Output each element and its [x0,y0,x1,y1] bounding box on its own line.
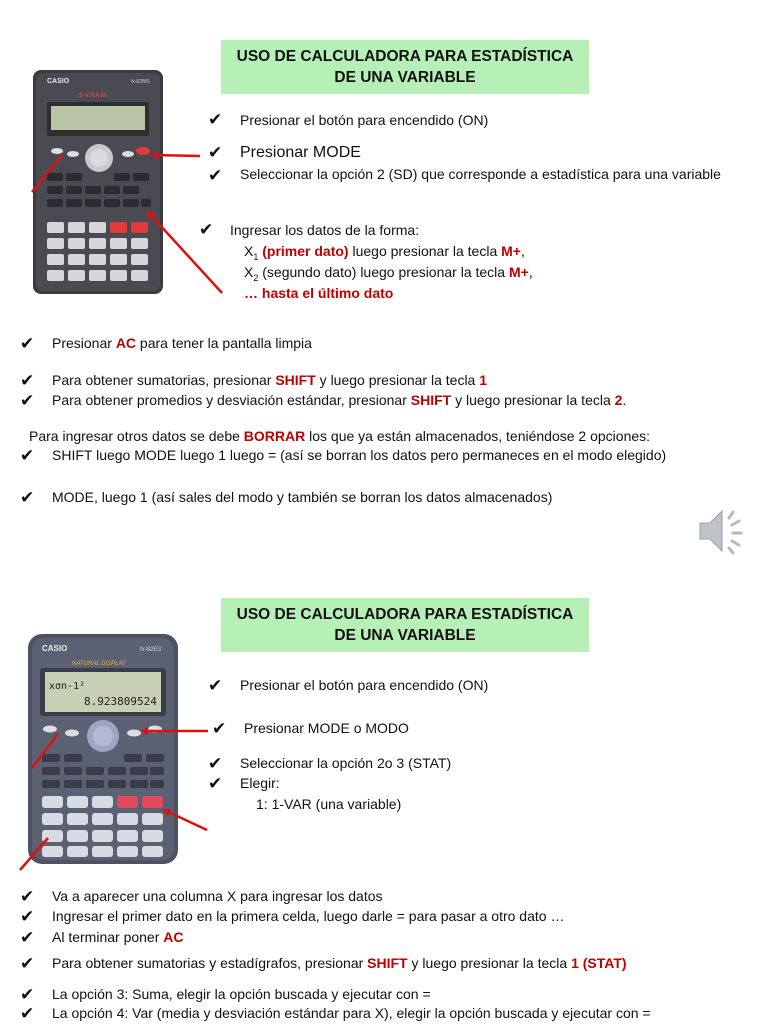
x2-sub: 2 [253,272,259,283]
prom-mid: y luego presionar la tecla [451,392,615,408]
check-icon: ✔ [212,719,227,738]
sum-mid: y luego presionar la tecla [315,372,480,388]
check-icon: ✔ [20,907,35,926]
calc2-natural: NATURAL DISPLAY [72,661,127,667]
check-icon: ✔ [20,488,35,507]
check-icon: ✔ [20,371,35,390]
check-icon: ✔ [20,887,35,906]
x2-rest: (segundo dato) luego presionar la tecla [258,264,509,280]
slide1-title-line2: DE UNA VARIABLE [334,69,476,86]
s2-sum-num: 1 (STAT) [571,955,627,971]
sum-pre: Para obtener sumatorias, presionar [52,372,276,388]
check-icon: ✔ [20,391,35,410]
check-icon: ✔ [20,334,35,353]
x1-var: X [244,243,254,259]
check-icon: ✔ [20,1004,35,1023]
s1-opt2: MODE, luego 1 (así sales del modo y también se borran los datos almacenados) [52,489,553,505]
calc1-model: fx-82MS [131,79,150,85]
prom-num: 2 [614,392,623,408]
ac-post: para tener la pantalla limpia [136,335,312,351]
slide2-title-line2: DE UNA VARIABLE [334,627,476,644]
check-icon: ✔ [208,143,223,162]
slide2-title-line1: USO DE CALCULADORA PARA ESTADÍSTICA [236,606,574,623]
calc2-brand: CASIO [42,644,68,653]
s2-first: Ingresar el primer dato en la primera celda, luego darle = para pasar a otro dato … [52,908,565,924]
s1-opt1: SHIFT luego MODE luego 1 luego = (así se borran los datos pero permaneces en el modo elegido) [52,447,667,463]
borrar-key: BORRAR [243,428,306,444]
end-pre: Al terminar poner [52,929,164,945]
arrow-key-2 [164,810,207,830]
ac-pre: Presionar [52,335,116,351]
calc2-expr: xσn-1² [49,681,86,692]
arrow-on-1 [32,155,62,192]
calc2-model: fx-82ES [140,647,162,653]
s2-sum-mid: y luego presionar la tecla [407,955,572,971]
check-icon: ✔ [20,446,35,465]
check-icon: ✔ [208,676,223,695]
s2-step-mode: Presionar MODE o MODO [244,720,409,736]
arrow-on-2 [32,734,58,768]
s2-step-on: Presionar el botón para encendido (ON) [240,677,489,693]
x2-key: M+ [508,264,529,280]
check-icon: ✔ [208,166,223,185]
arrow-mode-1 [152,155,200,156]
s2-col: Va a aparecer una columna X para ingresar los datos [52,888,383,904]
x1-end: , [520,243,525,259]
s2-sum-pre: Para obtener sumatorias y estadígrafos, presionar [52,955,368,971]
borrar-pre: Para ingresar otros datos se debe [29,428,244,444]
x1-sub: 1 [253,251,259,262]
s1-last: … hasta el último dato [244,285,394,301]
slide1-title-line1: USO DE CALCULADORA PARA ESTADÍSTICA [236,48,574,65]
calc2-value: 8.923809524 [84,695,157,708]
calc1-svpam: S-V.P.A.M. [79,93,108,99]
arrow-bottom-2 [20,838,48,870]
check-icon: ✔ [20,928,35,947]
x2-var: X [244,264,254,280]
s1-step-on: Presionar el botón para encendido (ON) [240,112,489,128]
check-icon: ✔ [208,110,223,129]
s1-step-mode: Presionar MODE [240,144,361,161]
check-icon: ✔ [208,774,223,793]
borrar-post: los que ya están almacenados, teniéndose 2 opciones: [305,428,651,444]
check-icon: ✔ [199,220,214,239]
x1-red: (primer dato) [262,243,349,259]
s2-op3: La opción 3: Suma, elegir la opción buscada y ejecutar con = [52,986,431,1002]
check-icon: ✔ [20,985,35,1004]
s1-step-option: Seleccionar la opción 2 (SD) que corresponde a estadística para una variable [240,166,721,182]
check-icon: ✔ [20,954,35,973]
prom-key: SHIFT [410,392,452,408]
x1-rest: luego presionar la tecla [348,243,502,259]
check-icon: ✔ [208,754,223,773]
x2-end: , [528,264,533,280]
calc1-brand: CASIO [47,78,70,85]
x1-key: M+ [501,243,521,259]
s2-op4: La opción 4: Var (media y desviación estándar para X), elegir la opción buscada y ejecutar con = [52,1005,651,1021]
s2-step-elegir: Elegir: [240,775,280,791]
s1-step-data: Ingresar los datos de la forma: [230,222,420,238]
arrow-mplus-1 [148,212,222,293]
end-key: AC [163,929,184,945]
ac-key: AC [115,335,137,351]
sum-num: 1 [479,372,488,388]
sum-key: SHIFT [275,372,316,388]
prom-end: . [622,392,627,408]
s2-step-stat: Seleccionar la opción 2o 3 (STAT) [240,755,452,771]
s2-sum-key: SHIFT [367,955,408,971]
s2-step-var: 1: 1-VAR (una variable) [256,796,402,812]
prom-pre: Para obtener promedios y desviación estándar, presionar [52,392,411,408]
